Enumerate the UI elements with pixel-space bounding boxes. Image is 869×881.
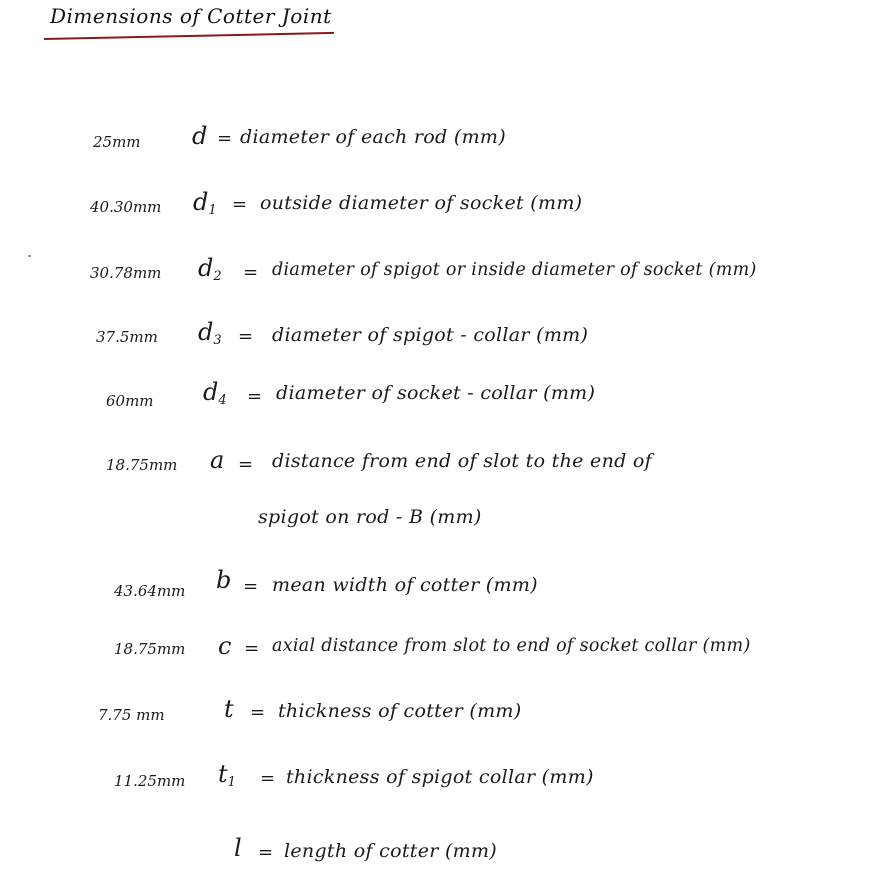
dimension-description: diameter of spigot - collar (mm) (272, 324, 589, 346)
dimension-description: axial distance from slot to end of socket collar (mm) (272, 636, 751, 656)
page-title: Dimensions of Cotter Joint (50, 4, 332, 28)
dimension-symbol: $d_4$ (203, 378, 227, 408)
equals-sign: = (244, 638, 260, 659)
dimension-symbol: d (192, 122, 208, 150)
equals-sign: = (217, 128, 233, 149)
paper-speck (28, 255, 31, 257)
dimension-symbol: t (224, 695, 234, 723)
dimension-value: 40.30mm (90, 198, 162, 216)
dimension-description: mean width of cotter (mm) (272, 574, 538, 596)
dimension-symbol: l (234, 834, 242, 862)
equals-sign: = (232, 194, 248, 215)
equals-sign: = (260, 768, 276, 789)
equals-sign: = (243, 262, 259, 283)
dimension-value: 43.64mm (114, 582, 186, 600)
dimension-description: thickness of spigot collar (mm) (286, 766, 594, 788)
dimension-value: 30.78mm (90, 264, 162, 282)
equals-sign: = (238, 454, 254, 475)
dimension-value: 7.75 mm (98, 706, 165, 724)
dimension-description: distance from end of slot to the end of (272, 450, 652, 472)
dimension-symbol: $d_1$ (193, 188, 217, 218)
dimension-value: 60mm (106, 392, 154, 410)
dimension-value: 37.5mm (96, 328, 158, 346)
equals-sign: = (247, 386, 263, 407)
dimension-description: thickness of cotter (mm) (278, 700, 522, 722)
dimension-description: diameter of spigot or inside diameter of socket (mm) (272, 260, 757, 280)
dimension-symbol: $d_2$ (198, 254, 222, 284)
equals-sign: = (243, 576, 259, 597)
dimension-value: 18.75mm (114, 640, 186, 658)
dimension-symbol: $d_3$ (198, 318, 222, 348)
dimension-symbol: c (218, 632, 232, 660)
dimension-description: outside diameter of socket (mm) (260, 192, 583, 214)
equals-sign: = (258, 842, 274, 863)
dimension-description: diameter of socket - collar (mm) (276, 382, 596, 404)
dimension-symbol: b (216, 566, 232, 594)
dimension-description: length of cotter (mm) (284, 840, 498, 862)
dimension-symbol: $t_1$ (218, 760, 236, 790)
equals-sign: = (250, 702, 266, 723)
dimension-description: diameter of each rod (mm) (240, 126, 506, 148)
dimension-description-continued: spigot on rod - B (mm) (258, 506, 482, 528)
dimension-value: 18.75mm (106, 456, 178, 474)
dimension-value: 25mm (93, 133, 141, 151)
dimension-value: 11.25mm (114, 772, 186, 790)
equals-sign: = (238, 326, 254, 347)
dimension-symbol: a (210, 446, 225, 474)
title-underline (44, 32, 334, 40)
